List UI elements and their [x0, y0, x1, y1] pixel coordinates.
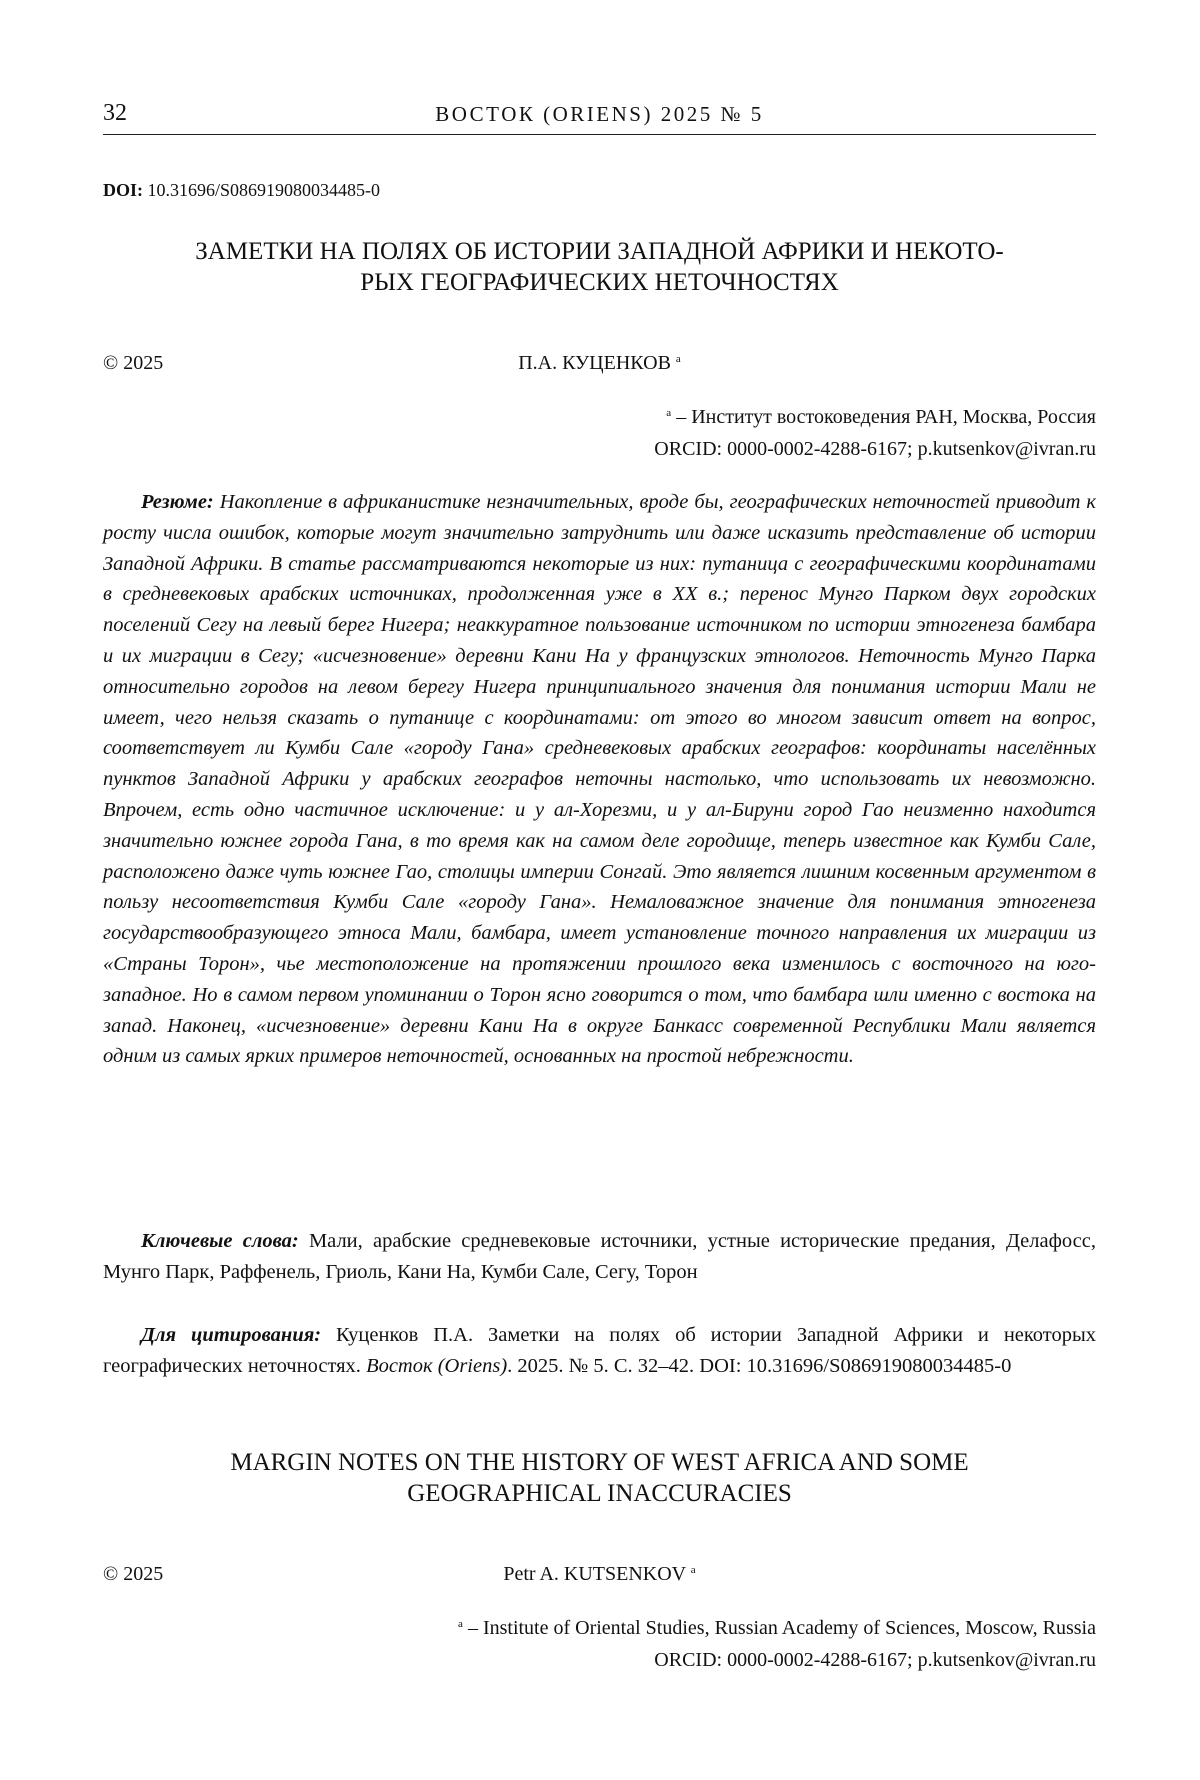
russian-author-affil-marker: a — [675, 353, 681, 365]
citation-journal: Восток (Oriens) — [366, 1354, 508, 1377]
keywords-text: Мали, арабские средневековые источники, устные исторические предания, Делафосс, Мунго Парк, Раффенель, Гриоль, Кани На, Кумби Сале, Сегу, Торон — [103, 1230, 1096, 1283]
russian-title-line-2: РЫХ ГЕОГРАФИЧЕСКИХ НЕТОЧНОСТЯХ — [360, 269, 839, 296]
russian-author — [103, 352, 1096, 375]
english-affil-marker: a — [458, 1618, 463, 1630]
english-title-line-1: MARGIN NOTES ON THE HISTORY OF WEST AFRICA AND SOME — [230, 1449, 969, 1476]
keywords-label: Ключевые слова: — [141, 1230, 299, 1252]
english-affiliation-block — [458, 1608, 1096, 1676]
russian-orcid-email: ORCID: 0000-0002-4288-6167; p.kutsenkov@ivran.ru — [654, 438, 1096, 460]
citation-text: Куценков П.А. Заметки на полях об истории Западной Африки и некоторых географических неточностях. — [103, 1324, 1097, 1377]
russian-copyright: © 2025 — [103, 352, 164, 374]
english-orcid-email: ORCID: 0000-0002-4288-6167; p.kutsenkov@ivran.ru — [654, 1649, 1096, 1671]
russian-title — [103, 236, 1096, 298]
keywords — [103, 1226, 1096, 1288]
english-title-line-2: GEOGRAPHICAL INACCURACIES — [407, 1480, 792, 1507]
russian-author-name: П.А. КУЦЕНКОВ — [518, 352, 671, 374]
citation — [103, 1320, 1096, 1382]
russian-affiliation-text: – Институт востоковедения РАН, Москва, Россия — [671, 406, 1096, 428]
russian-affiliation — [654, 397, 1096, 433]
running-header — [103, 100, 1096, 135]
page-number: 32 — [103, 100, 127, 126]
russian-affil-marker: a — [666, 407, 672, 419]
doi-label: DOI: — [103, 180, 143, 200]
doi-value: 10.31696/S086919080034485-0 — [147, 180, 381, 200]
english-title — [103, 1447, 1096, 1509]
russian-title-line-1: ЗАМЕТКИ НА ПОЛЯХ ОБ ИСТОРИИ ЗАПАДНОЙ АФРИКИ И НЕКОТО- — [195, 238, 1004, 265]
english-author-name: Petr A. KUTSENKOV — [503, 1563, 686, 1585]
russian-affiliation-block — [654, 397, 1096, 465]
english-author-affil-marker: a — [690, 1564, 696, 1576]
english-author — [103, 1563, 1096, 1586]
citation-details: . 2025. № 5. С. 32–42. DOI: 10.31696/S086919080034485-0 — [507, 1354, 1012, 1377]
abstract-label: Резюме: — [141, 491, 214, 513]
doi-line — [103, 180, 380, 201]
english-affiliation-text: – Institute of Oriental Studies, Russian Academy of Sciences, Moscow, Russia — [462, 1617, 1096, 1639]
english-affiliation — [458, 1608, 1096, 1644]
citation-label: Для цитирования: — [141, 1324, 322, 1346]
abstract-text: Накопление в африканистике незначительных, вроде бы, географических неточностей приводит к росту числа ошибок, которые могут значительно затруднить или даже исказить представление об истории Западной Африки. В статье рассматриваются некоторые из них: путаница с географическими координатами в средневековых арабских источниках, продолженная уже в XX в.; перенос Мунго Парком двух городских поселений Сегу на левый берег Нигера; неаккуратное пользование источником по истории этногенеза бамбара и их миграции в Сегу; «исчезновение» деревни Кани На у французских этнологов. Неточность Мунго Парка относительно городов на левом берегу Нигера принципиального значения для понимания истории Мали не имеет, чего нельзя сказать о путанице с координатами: от этого во многом зависит ответ на вопрос, соответствует ли Кумби Сале «городу Гана» средневековых арабских географов: координаты населённых пунктов Западной Африки у арабских географов неточны настолько, что использовать их невозможно. Впрочем, есть одно частичное исключение: и у ал-Хорезми, и у ал-Бируни город Гао неизменно находится значительно южнее города Гана, в то время как на самом деле городище, теперь известное как Кумби Сале, расположено даже чуть южнее Гао, столицы империи Сонгай. Это является лишним косвенным аргументом в пользу несоответствия Кумби Сале «городу Гана». Немаловажное значение для понимания этногенеза государствообразующего этноса Мали, бамбара, имеет установление точного направления их миграции из «Страны Торон», чье местоположение на протяжении прошлого века изменилось с восточного на юго-западное. Но в самом первом упоминании о Торон ясно говорится о том, что бамбара шли именно с востока на запад. Наконец, «исчезновение» деревни Кани На в округе Банкасс современной Республики Мали является одним из самых ярких примеров неточностей, основанных на простой небрежности. — [103, 491, 1096, 1068]
abstract — [103, 487, 1096, 1072]
journal-running-title: ВОСТОК (ORIENS) 2025 № 5 — [435, 102, 764, 126]
english-copyright: © 2025 — [103, 1563, 164, 1585]
